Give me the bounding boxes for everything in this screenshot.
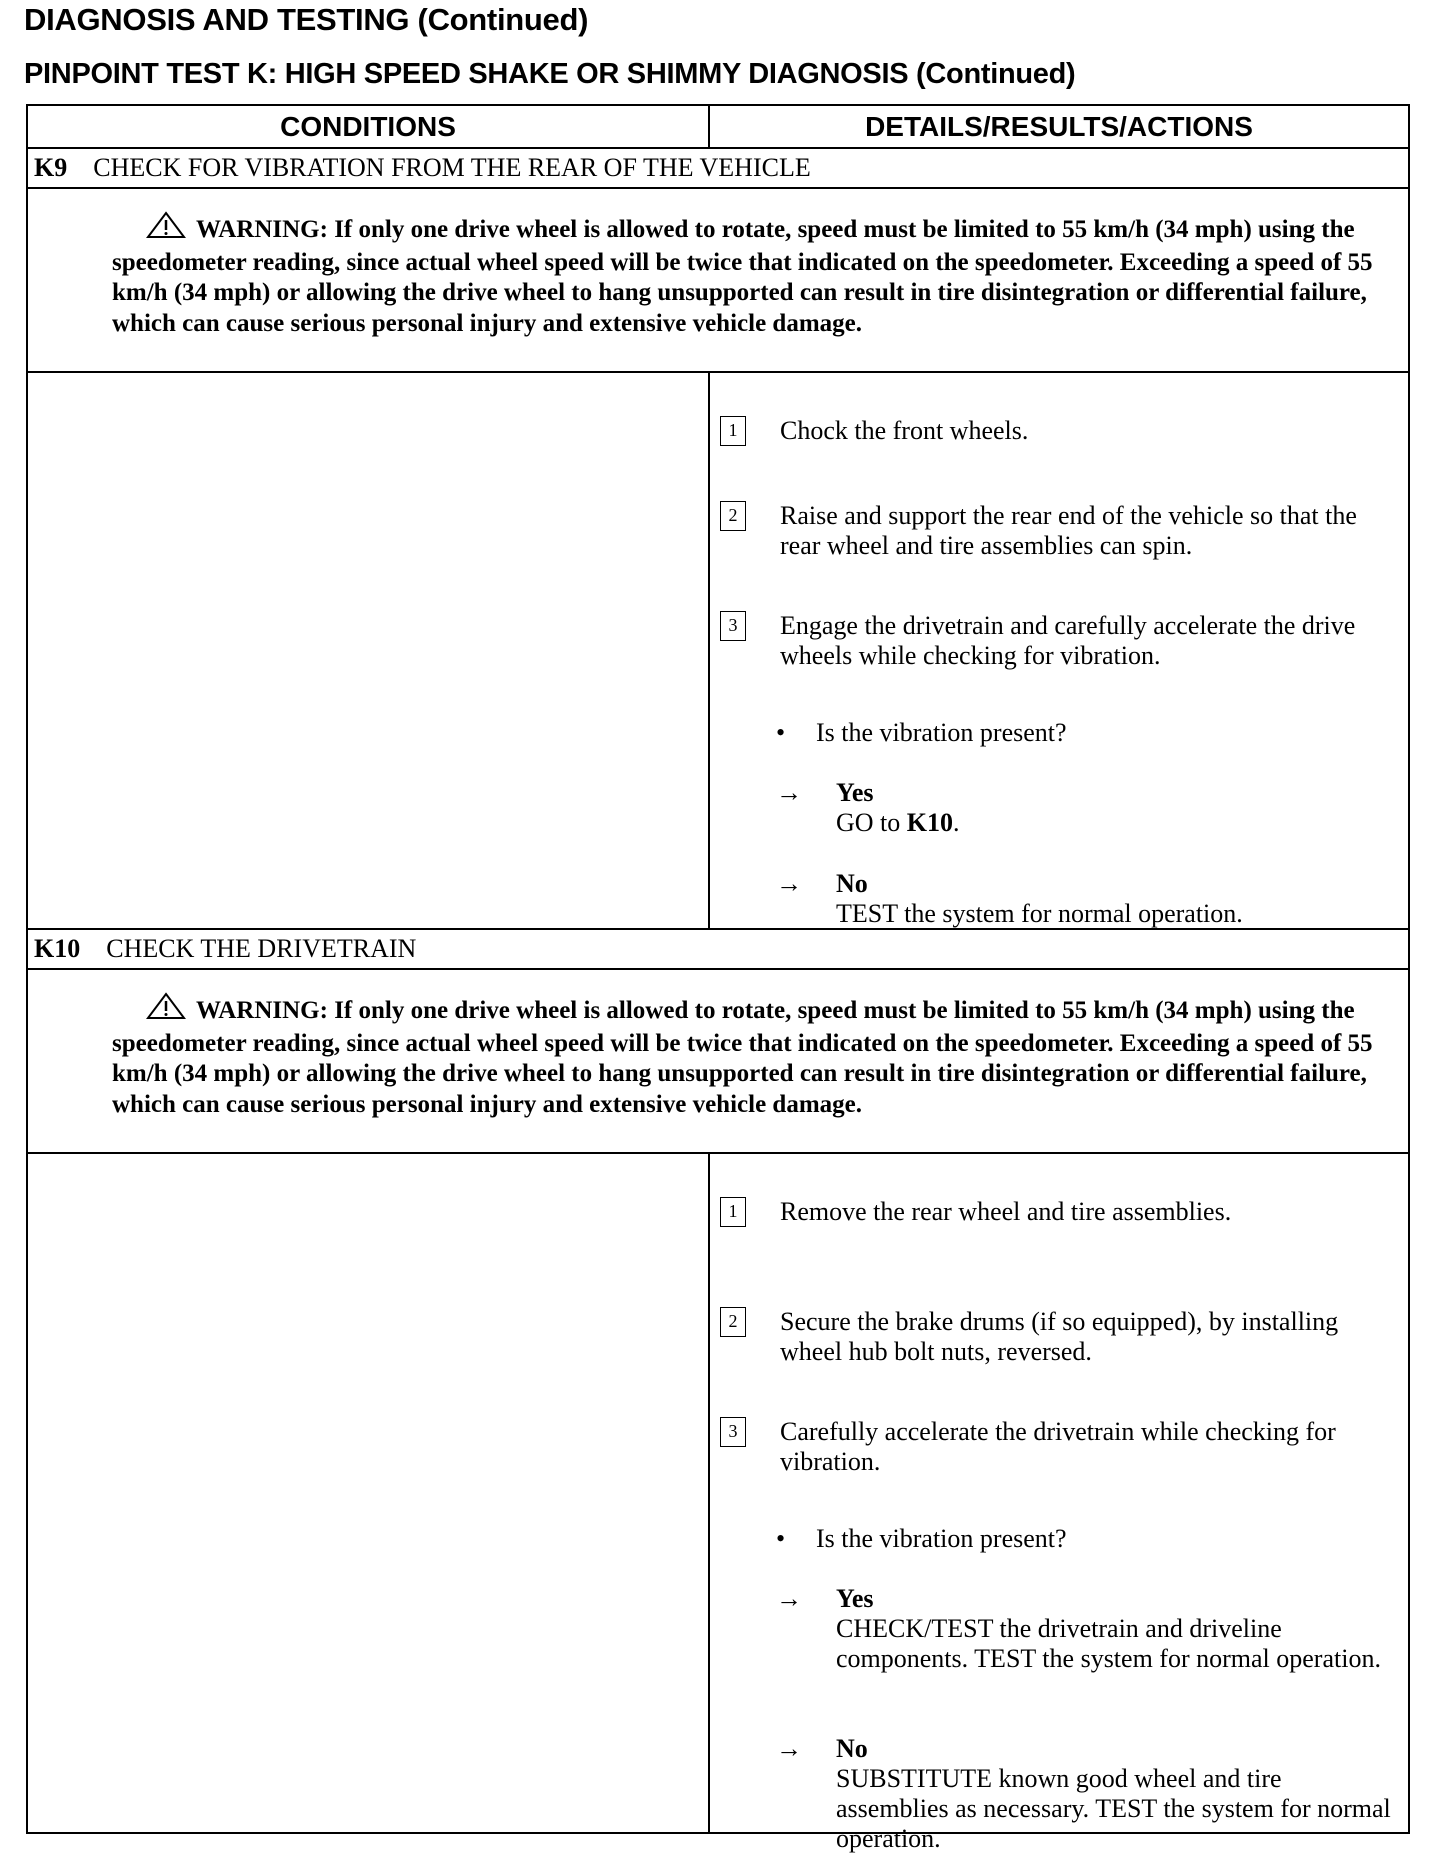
arrow-right-icon: → — [776, 1734, 802, 1763]
warning-label: WARNING: — [196, 216, 328, 243]
warning-body: If only one drive wheel is allowed to rotate, speed must be limited to 55 km/h (34 mph) using the speedometer reading, since actual wheel speed will be twice that indicated on the speedometer. Exceeding a speed of 55 km/h (34 mph) or allowing the drive wheel to hang unsupported can result in tire disintegration or differential failure, which can cause serious personal injury and extensive vehicle damage. — [112, 216, 1373, 337]
step-id: K9 — [34, 153, 68, 182]
step-number-box: 3 — [720, 1417, 746, 1447]
yes-answer — [776, 1584, 1400, 1674]
k9-body-row — [28, 373, 1408, 930]
k10-body-row — [28, 1154, 1408, 1853]
no-label: No — [836, 869, 868, 898]
step-title: CHECK THE DRIVETRAIN — [106, 934, 417, 963]
step-item — [720, 1417, 1400, 1477]
question-item — [776, 1524, 1067, 1554]
step-text: Carefully accelerate the drivetrain while checking for vibration. — [780, 1417, 1336, 1476]
pinpoint-test-table — [26, 104, 1410, 1853]
k10-warning-row — [28, 970, 1408, 1154]
no-label: No — [836, 1734, 868, 1763]
step-number-box: 2 — [720, 1307, 746, 1337]
step-title: CHECK FOR VIBRATION FROM THE REAR OF THE VEHICLE — [93, 153, 811, 182]
details-cell — [710, 1154, 1408, 1853]
step-id: K10 — [34, 934, 81, 963]
bullet-icon: • — [776, 1524, 786, 1553]
question-text: Is the vibration present? — [816, 1524, 1067, 1553]
details-column-header: DETAILS/RESULTS/ACTIONS — [865, 110, 1253, 142]
question-item — [776, 718, 1067, 748]
warning-label: WARNING: — [196, 997, 328, 1024]
warning-triangle-icon — [146, 211, 186, 248]
section-heading: DIAGNOSIS AND TESTING (Continued) — [24, 2, 589, 37]
k9-step-row — [28, 149, 1408, 189]
step-number-box: 2 — [720, 501, 746, 531]
step-text: Remove the rear wheel and tire assemblies. — [780, 1197, 1232, 1226]
question-text: Is the vibration present? — [816, 718, 1067, 747]
step-item — [720, 1307, 1400, 1367]
step-item — [720, 501, 1400, 561]
no-action: SUBSTITUTE known good wheel and tire assemblies as necessary. TEST the system for normal operation. — [836, 1764, 1391, 1853]
k10-step-row — [28, 930, 1408, 970]
step-text: Raise and support the rear end of the vehicle so that the rear wheel and tire assemblies can spin. — [780, 501, 1357, 560]
yes-label: Yes — [836, 778, 874, 807]
k9-warning-row — [28, 189, 1408, 373]
goto-ref: K10 — [906, 808, 954, 837]
conditions-cell — [28, 373, 710, 928]
yes-action-suffix: . — [953, 808, 960, 837]
step-text: Engage the drivetrain and carefully accelerate the drive wheels while checking for vibration. — [780, 611, 1356, 670]
step-number-box: 3 — [720, 611, 746, 641]
yes-label: Yes — [836, 1584, 874, 1613]
step-item — [720, 611, 1400, 671]
conditions-cell — [28, 1154, 710, 1832]
arrow-right-icon: → — [776, 778, 802, 807]
yes-action-text: GO to — [836, 808, 907, 837]
test-title: PINPOINT TEST K: HIGH SPEED SHAKE OR SHIMMY DIAGNOSIS (Continued) — [24, 58, 1076, 90]
details-cell — [710, 373, 1408, 928]
step-number-box: 1 — [720, 416, 746, 446]
no-answer — [776, 869, 1400, 929]
step-text: Chock the front wheels. — [780, 416, 1029, 445]
bullet-icon: • — [776, 718, 786, 747]
warning-text — [112, 992, 1388, 1120]
warning-text — [112, 211, 1388, 339]
warning-triangle-icon — [146, 992, 186, 1029]
step-item — [720, 416, 1400, 446]
step-number-box: 1 — [720, 1197, 746, 1227]
conditions-column-header: CONDITIONS — [28, 106, 710, 147]
no-answer — [776, 1734, 1400, 1854]
no-action: TEST the system for normal operation. — [836, 899, 1243, 928]
warning-body: If only one drive wheel is allowed to rotate, speed must be limited to 55 km/h (34 mph) using the speedometer reading, since actual wheel speed will be twice that indicated on the speedometer. Exceeding a speed of 55 km/h (34 mph) or allowing the drive wheel to hang unsupported can result in tire disintegration or differential failure, which can cause serious personal injury and extensive vehicle damage. — [112, 997, 1373, 1118]
table-header-row — [28, 106, 1408, 149]
arrow-right-icon: → — [776, 869, 802, 898]
step-text: Secure the brake drums (if so equipped), by installing wheel hub bolt nuts, reversed. — [780, 1307, 1339, 1366]
arrow-right-icon: → — [776, 1584, 802, 1613]
yes-action — [836, 808, 1400, 838]
yes-action: CHECK/TEST the drivetrain and driveline components. TEST the system for normal operation. — [836, 1614, 1381, 1673]
step-item — [720, 1197, 1400, 1227]
yes-answer — [776, 778, 1400, 838]
